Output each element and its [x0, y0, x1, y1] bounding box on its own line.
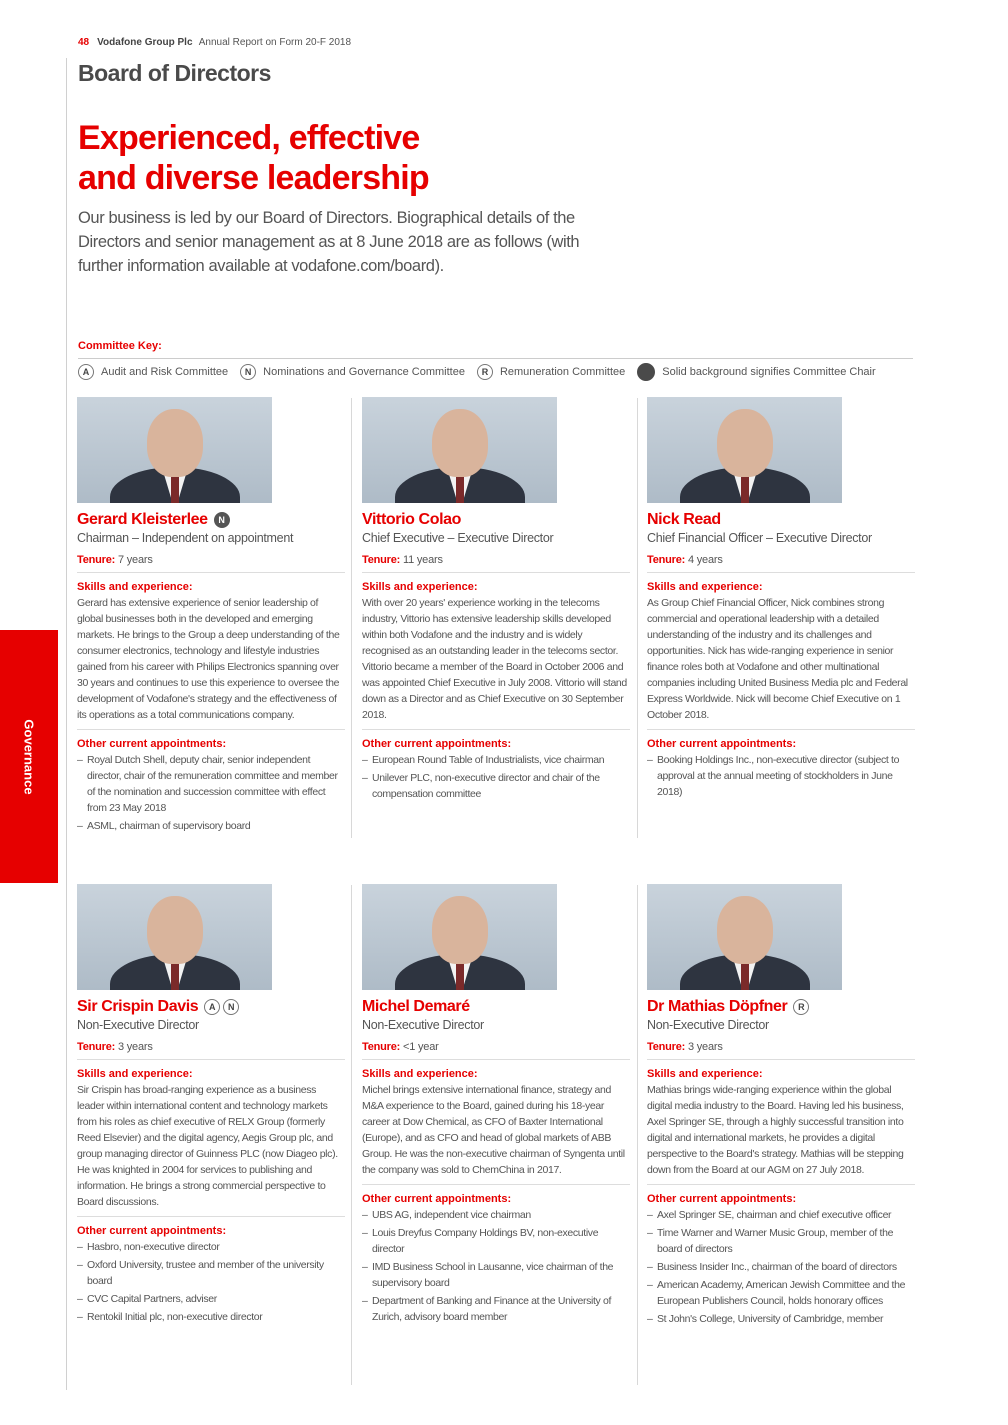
portrait-tie [171, 962, 179, 990]
director-role: Non-Executive Director [647, 1018, 769, 1032]
tenure-label: Tenure: [647, 554, 686, 566]
key-label-remuneration: Remuneration Committee [499, 366, 626, 378]
list-item: – Hasbro, non-executive director [77, 1239, 345, 1255]
portrait-tie [741, 475, 749, 503]
appointments-heading: Other current appointments: [77, 738, 227, 750]
key-item-audit [78, 364, 228, 380]
divider [647, 572, 915, 573]
committee-key [78, 363, 888, 381]
key-label-chair: Solid background signifies Committee Chair [662, 366, 876, 378]
section-tab-governance [0, 630, 58, 883]
director-card-crispin-davis [77, 884, 345, 1327]
divider [77, 572, 345, 573]
list-item: – UBS AG, independent vice chairman [362, 1207, 630, 1223]
left-margin-rule [66, 58, 67, 1390]
skills-text: As Group Chief Financial Officer, Nick combines strong commercial and operational leadership with a detailed understanding of the industry and its challenges and opportunities. Nick has wide-ranging experience in senior finance roles both at Vodafone and other multinational companies including United Business Media plc and Federal Express Worldwide. Nick will become Chief Executive on 1 October 2018. [647, 597, 908, 721]
appointments-list [647, 1207, 915, 1327]
appointments-heading: Other current appointments: [362, 1193, 512, 1205]
director-name-row [77, 998, 345, 1016]
committee-key-title: Committee Key: [78, 340, 162, 352]
section-tab-label: Governance [21, 719, 37, 795]
director-role: Chief Financial Officer – Executive Director [647, 531, 872, 545]
column-divider [637, 398, 638, 838]
director-name: Nick Read [647, 511, 721, 528]
list-item: – Louis Dreyfus Company Holdings BV, non-executive director [362, 1225, 630, 1257]
list-item: – Time Warner and Warner Music Group, member of the board of directors [647, 1225, 915, 1257]
skills-heading: Skills and experience: [362, 581, 478, 593]
portrait-head [717, 409, 773, 477]
director-card-gerard-kleisterlee [77, 397, 345, 836]
headline-line-2: and diverse leadership [78, 159, 429, 197]
director-tenure [77, 1041, 345, 1053]
portrait-head [147, 409, 203, 477]
director-name: Dr Mathias Döpfner [647, 998, 788, 1015]
divider [362, 572, 630, 573]
director-name: Michel Demaré [362, 998, 470, 1015]
tenure-value: 3 years [687, 1041, 723, 1053]
running-header [78, 37, 351, 48]
director-name: Vittorio Colao [362, 511, 461, 528]
headline [78, 118, 429, 198]
director-card-vittorio-colao [362, 397, 630, 804]
chair-dot-icon [637, 363, 655, 381]
key-item-nominations [240, 364, 465, 380]
skills-heading: Skills and experience: [77, 1068, 193, 1080]
skills-heading: Skills and experience: [647, 581, 763, 593]
skills-text: Gerard has extensive experience of senior leadership of global businesses both in the developed and emerging markets. He brings to the Group a deep understanding of the consumer electronics, technology and lifestyle industries gained from his career with Philips Electronics spanning over 30 years and continues to use this experience to oversee the development of Vodafone's strategy and the effectiveness of its operations as a total communications company. [77, 597, 340, 721]
director-card-nick-read [647, 397, 915, 802]
list-item: – ASML, chairman of supervisory board [77, 818, 345, 834]
list-item: – CVC Capital Partners, adviser [77, 1291, 345, 1307]
skills-text: Michel brings extensive international finance, strategy and M&A experience to the Board, gained during his 18-year career at Dow Chemical, as CFO of Baxter International (Europe), and as CFO and head of global markets of ABB Group. He was the non-executive chairman of Syngenta until the company was sold to ChemChina in 2017. [362, 1084, 625, 1176]
director-name: Sir Crispin Davis [77, 998, 199, 1015]
portrait-head [432, 896, 488, 964]
list-item: – Unilever PLC, non-executive director and chair of the compensation committee [362, 770, 630, 802]
tenure-label: Tenure: [647, 1041, 686, 1053]
appointments-heading: Other current appointments: [77, 1225, 227, 1237]
column-divider [351, 398, 352, 838]
tenure-value: 3 years [117, 1041, 153, 1053]
key-item-chair [637, 363, 875, 381]
director-tenure [77, 554, 345, 566]
director-photo [362, 884, 557, 990]
portrait-tie [171, 475, 179, 503]
director-tenure [362, 1041, 630, 1053]
skills-text: With over 20 years' experience working in the telecoms industry, Vittorio has extensive leadership skills developed within both Vodafone and the industry and is widely recognised as an outstanding leader in the telecoms sector. Vittorio became a member of the Board in October 2006 and was appointed Chief Executive in July 2008. Vittorio will stand down as a Director and as Chief Executive on 30 September 2018. [362, 597, 627, 721]
director-name-row [362, 998, 630, 1016]
tenure-label: Tenure: [362, 1041, 401, 1053]
nominations-chair-badge-icon: N [214, 512, 230, 528]
director-name-row [362, 511, 630, 529]
director-role: Non-Executive Director [77, 1018, 199, 1032]
report-name: Annual Report on Form 20-F 2018 [198, 37, 352, 48]
list-item: – European Round Table of Industrialists, vice chairman [362, 752, 630, 768]
tenure-value: 11 years [402, 554, 443, 566]
divider [362, 1184, 630, 1185]
skills-heading: Skills and experience: [647, 1068, 763, 1080]
portrait-head [147, 896, 203, 964]
tenure-label: Tenure: [77, 554, 116, 566]
appointments-heading: Other current appointments: [647, 738, 797, 750]
company-name: Vodafone Group Plc [97, 37, 193, 48]
director-name-row [647, 998, 915, 1016]
headline-line-1: Experienced, effective [78, 119, 420, 157]
column-divider [351, 885, 352, 1385]
divider [77, 1059, 345, 1060]
portrait-head [432, 409, 488, 477]
list-item: – Business Insider Inc., chairman of the board of directors [647, 1259, 915, 1275]
director-tenure [362, 554, 630, 566]
director-card-michel-demare [362, 884, 630, 1327]
divider [362, 1059, 630, 1060]
intro-paragraph: Our business is led by our Board of Directors. Biographical details of the Directors and senior management as at 8 June 2018 are as follows (with further information available at vodafone.com/board). [78, 209, 580, 275]
divider [647, 1059, 915, 1060]
tenure-value: <1 year [402, 1041, 439, 1053]
divider [647, 1184, 915, 1185]
audit-committee-badge-icon: A [204, 999, 220, 1015]
list-item: – Axel Springer SE, chairman and chief executive officer [647, 1207, 915, 1223]
remuneration-committee-badge-icon: R [477, 364, 493, 380]
list-item: – Oxford University, trustee and member of the university board [77, 1257, 345, 1289]
director-photo [647, 884, 842, 990]
director-photo [77, 397, 272, 503]
skills-heading: Skills and experience: [77, 581, 193, 593]
audit-committee-badge-icon: A [78, 364, 94, 380]
skills-text: Mathias brings wide-ranging experience within the global digital media industry to the Board. Having led his business, Axel Springer SE, through a highly successful transition into digital and international markets, he provides a digital perspective to the Board's strategy. Mathias will be stepping down from the Board at our AGM on 27 July 2018. [647, 1084, 904, 1176]
appointments-list [77, 1239, 345, 1325]
director-role: Chairman – Independent on appointment [77, 531, 294, 545]
list-item: – St John's College, University of Cambridge, member [647, 1311, 915, 1327]
list-item: – Royal Dutch Shell, deputy chair, senior independent director, chair of the remuneration committee and member of the nomination and succession committee with effect from 23 May 2018 [77, 752, 345, 816]
tenure-value: 7 years [117, 554, 153, 566]
list-item: – Department of Banking and Finance at the University of Zurich, advisory board member [362, 1293, 630, 1325]
divider [362, 729, 630, 730]
appointments-heading: Other current appointments: [362, 738, 512, 750]
list-item: – American Academy, American Jewish Committee and the European Publishers Council, holds honorary offices [647, 1277, 915, 1309]
director-photo [362, 397, 557, 503]
committee-key-divider [78, 358, 913, 359]
list-item: – Rentokil Initial plc, non-executive director [77, 1309, 345, 1325]
page-number: 48 [78, 37, 90, 48]
director-role: Non-Executive Director [362, 1018, 484, 1032]
tenure-label: Tenure: [77, 1041, 116, 1053]
portrait-head [717, 896, 773, 964]
divider [647, 729, 915, 730]
list-item: – IMD Business School in Lausanne, vice chairman of the supervisory board [362, 1259, 630, 1291]
section-title: Board of Directors [78, 60, 271, 86]
director-role: Chief Executive – Executive Director [362, 531, 554, 545]
nominations-committee-badge-icon: N [223, 999, 239, 1015]
portrait-tie [456, 475, 464, 503]
appointments-list [77, 752, 345, 834]
tenure-label: Tenure: [362, 554, 401, 566]
portrait-tie [456, 962, 464, 990]
director-name-row [77, 511, 345, 529]
skills-heading: Skills and experience: [362, 1068, 478, 1080]
list-item: – Booking Holdings Inc., non-executive director (subject to approval at the annual meeting of stockholders in June 2018) [647, 752, 915, 800]
divider [77, 729, 345, 730]
key-label-nominations: Nominations and Governance Committee [263, 366, 465, 378]
director-photo [77, 884, 272, 990]
key-item-remuneration [477, 364, 625, 380]
appointments-heading: Other current appointments: [647, 1193, 797, 1205]
director-tenure [647, 554, 915, 566]
divider [77, 1216, 345, 1217]
appointments-list [362, 1207, 630, 1325]
tenure-value: 4 years [687, 554, 723, 566]
column-divider [637, 885, 638, 1385]
remuneration-committee-badge-icon: R [793, 999, 809, 1015]
skills-text: Sir Crispin has broad-ranging experience as a business leader within international content and technology markets from his roles as chief executive of RELX Group (formerly Reed Elsevier) and the digital agency, Aegis Group plc, and group managing director of Guinness PLC (now Diageo plc). He was knighted in 2004 for services to publishing and information. He brings a strong commercial perspective to Board discussions. [77, 1084, 338, 1208]
director-tenure [647, 1041, 915, 1053]
key-label-audit: Audit and Risk Committee [101, 366, 229, 378]
director-card-mathias-dopfner [647, 884, 915, 1329]
director-name: Gerard Kleisterlee [77, 511, 208, 528]
appointments-list [362, 752, 630, 802]
nominations-committee-badge-icon: N [240, 364, 256, 380]
appointments-list [647, 752, 915, 800]
director-name-row [647, 511, 915, 529]
director-photo [647, 397, 842, 503]
portrait-tie [741, 962, 749, 990]
